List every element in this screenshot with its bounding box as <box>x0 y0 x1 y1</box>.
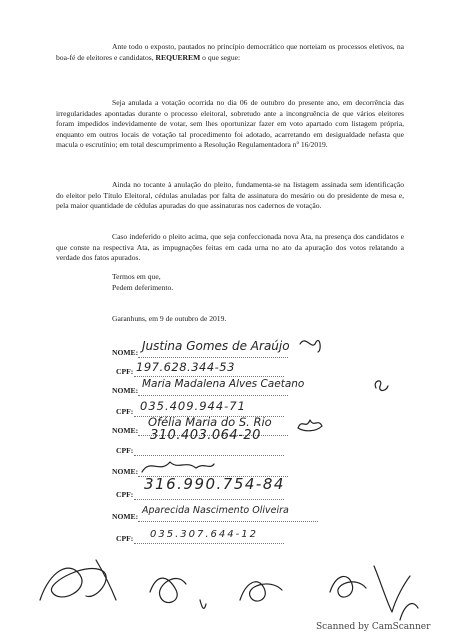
closing-line-1: Termos em que, <box>112 272 161 281</box>
place-and-date: Garanhuns, em 9 de outubro de 2019. <box>112 314 227 323</box>
signatory-2-nome-label: NOME: <box>112 386 139 395</box>
signatory-3-nome-label: NOME: <box>112 426 139 435</box>
signature-bottom-center <box>240 582 282 601</box>
signatory-5-nome-label: NOME: <box>112 512 139 521</box>
signatory-4-cpf-label: CPF: <box>116 490 134 499</box>
signatory-4-cpf: 316.990.754-84 <box>144 475 285 493</box>
signatory-5-nome: Aparecida Nascimento Oliveira <box>142 505 289 516</box>
scanner-watermark: Scanned by CamScanner <box>316 622 431 632</box>
signature-bottom-left <box>40 568 106 600</box>
closing-line-2: Pedem deferimento. <box>112 283 174 292</box>
signatory-1-nome: Justina Gomes de Araújo <box>142 339 290 353</box>
signature-bottom-right-1 <box>330 576 366 597</box>
signatory-3-nome: Ofélia Maria do S. Rio <box>148 415 272 429</box>
signatory-4-nome-label: NOME: <box>112 467 139 476</box>
signatory-1-cpf: 197.628.344-53 <box>136 360 235 374</box>
request-paragraph-3: Caso indeferido o pleito acima, que seja confeccionada nova Ata, na presença dos candidatos e que conste na respectiva Ata, as impugnações feitas em cada urna no ato da apuração dos votos relatando a verdade dos fatos apurados. <box>56 232 404 263</box>
signatory-3-cpf-label: CPF: <box>116 446 134 455</box>
intro-text-start: Ante todo o exposto, pautados no princípio democrático que norteiam os processos eletivos, na boa-fé de eleitores e candidatos, <box>56 42 404 62</box>
signatory-1-nome-label: NOME: <box>112 348 139 357</box>
signatory-2-nome: Maria Madalena Alves Caetano <box>142 378 305 390</box>
intro-text-end: o que segue: <box>200 52 241 62</box>
requerem-keyword: REQUEREM <box>155 52 201 62</box>
initial-mark-3 <box>298 420 322 431</box>
signature-name-4 <box>142 462 214 472</box>
signature-bottom-right-2 <box>374 566 410 612</box>
signatory-5-cpf: 035.307.644-12 <box>150 529 258 540</box>
signature-bottom-mid-left <box>150 578 186 602</box>
signatory-3-cpf: 310.403.064-20 <box>150 428 261 443</box>
request-paragraph-2: Ainda no tocante à anulação do pleito, fundamenta-se na listagem assinada sem identificação do eleitor pelo Título Eleitoral, cédulas anuladas por falta de assinatura do mesário ou do presidente de mesa e, pela maior quantidade de cédulas apuradas do que assinaturas nos cadernos de votação. <box>56 180 404 211</box>
signatory-1-cpf-label: CPF: <box>116 367 134 376</box>
initial-mark-2 <box>375 381 388 391</box>
signatory-2-cpf: 035.409.944-71 <box>140 399 246 413</box>
request-paragraph-1: Seja anulada a votação ocorrida no dia 06 de outubro do presente ano, em decorrência das irregularidades apontadas durante o processo eleitoral, sobretudo ante a incongruência de que vários eleitores foram impedidos indevidamente de votar, sem lhes oportunizar fazer em voto apartado com listagem própria, enquanto em outros locais de votação tal procedimento foi adotado, acarretando em desigualdade nefasta que macula o escrutínio; em total descumprimento a Resolução Regulamentadora nº 16/2019. <box>56 98 404 150</box>
initial-mark-1 <box>300 341 320 352</box>
signatory-2-cpf-label: CPF: <box>116 407 134 416</box>
signatory-5-cpf-label: CPF: <box>116 534 134 543</box>
